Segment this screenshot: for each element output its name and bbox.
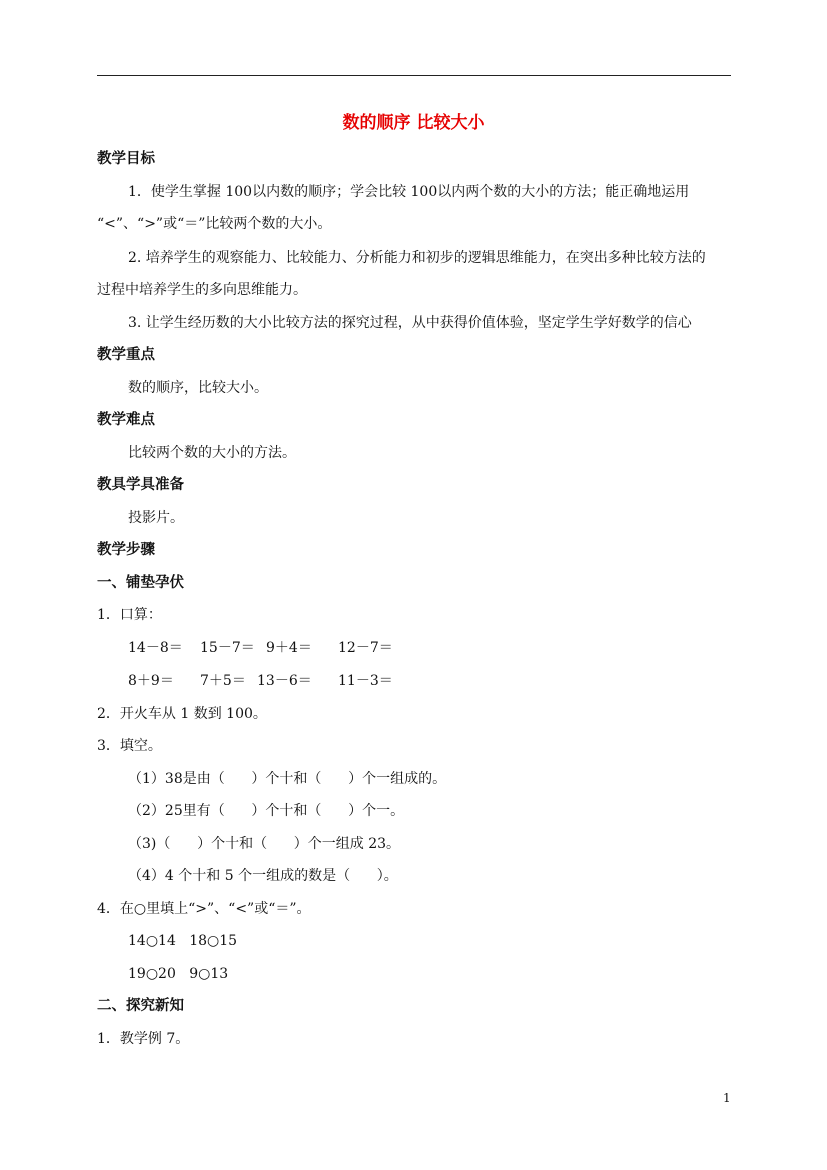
goal-2-line-2: 过程中培养学生的多向思维能力。 [97, 282, 307, 298]
fill-blank-1: （1）38是由（ ）个十和（ ）个一组成的。 [128, 771, 447, 787]
fill-blank-2: （2）25里有（ ）个十和（ ）个一。 [128, 803, 405, 819]
page-number: 1 [723, 1091, 731, 1105]
compare-row-1: 14○14 18○15 [128, 933, 238, 949]
part-2-item-1: 1．教学例 7。 [97, 1031, 190, 1047]
calc-item: 8＋9＝ [128, 673, 174, 689]
goal-2-line-1: 2. 培养学生的观察能力、比较能力、分析能力和初步的逻辑思维能力，在突出多种比较方法的 [128, 250, 706, 266]
calc-item: 13－6＝ [257, 673, 312, 689]
compare-row-2: 19○20 9○13 [128, 966, 229, 982]
calc-item: 14－8＝ [128, 640, 183, 656]
fill-blank-3: （3)（ ）个十和（ ）个一组成 23。 [128, 836, 401, 852]
question-2: 2．开火车从 1 数到 100。 [97, 706, 267, 722]
question-3: 3．填空。 [97, 738, 162, 754]
heading-difficulty: 教学难点 [97, 412, 155, 428]
goal-1-line-1: 1．使学生掌握 100以内数的顺序；学会比较 100以内两个数的大小的方法；能正确地运用 [128, 184, 690, 200]
difficulty-text: 比较两个数的大小的方法。 [128, 445, 296, 461]
document-title: 数的顺序 比较大小 [342, 113, 485, 133]
heading-key-points: 教学重点 [97, 347, 155, 363]
goal-1-line-2: “<”、“>”或“＝”比较两个数的大小。 [97, 216, 332, 232]
key-points-text: 数的顺序，比较大小。 [128, 380, 268, 396]
goal-3: 3. 让学生经历数的大小比较方法的探究过程，从中获得价值体验，坚定学生学好数学的信心 [128, 315, 692, 331]
fill-blank-4: （4）4 个十和 5 个一组成的数是（ ）。 [128, 868, 398, 884]
heading-materials: 教具学具准备 [97, 477, 184, 493]
calc-item: 7＋5＝ [200, 673, 246, 689]
header-rule [97, 75, 731, 76]
calc-item: 12－7＝ [338, 640, 393, 656]
part-1-heading: 一、铺垫孕伏 [97, 575, 184, 591]
part-2-heading: 二、探究新知 [97, 998, 184, 1014]
question-1: 1．口算： [97, 607, 162, 623]
question-4: 4．在○里填上“>”、“<”或“＝”。 [97, 901, 311, 917]
calc-item: 11－3＝ [338, 673, 393, 689]
materials-text: 投影片。 [128, 510, 184, 526]
heading-steps: 教学步骤 [97, 542, 155, 558]
calc-item: 15－7＝ [200, 640, 255, 656]
heading-goals: 教学目标 [97, 151, 155, 167]
calc-item: 9＋4＝ [266, 640, 312, 656]
